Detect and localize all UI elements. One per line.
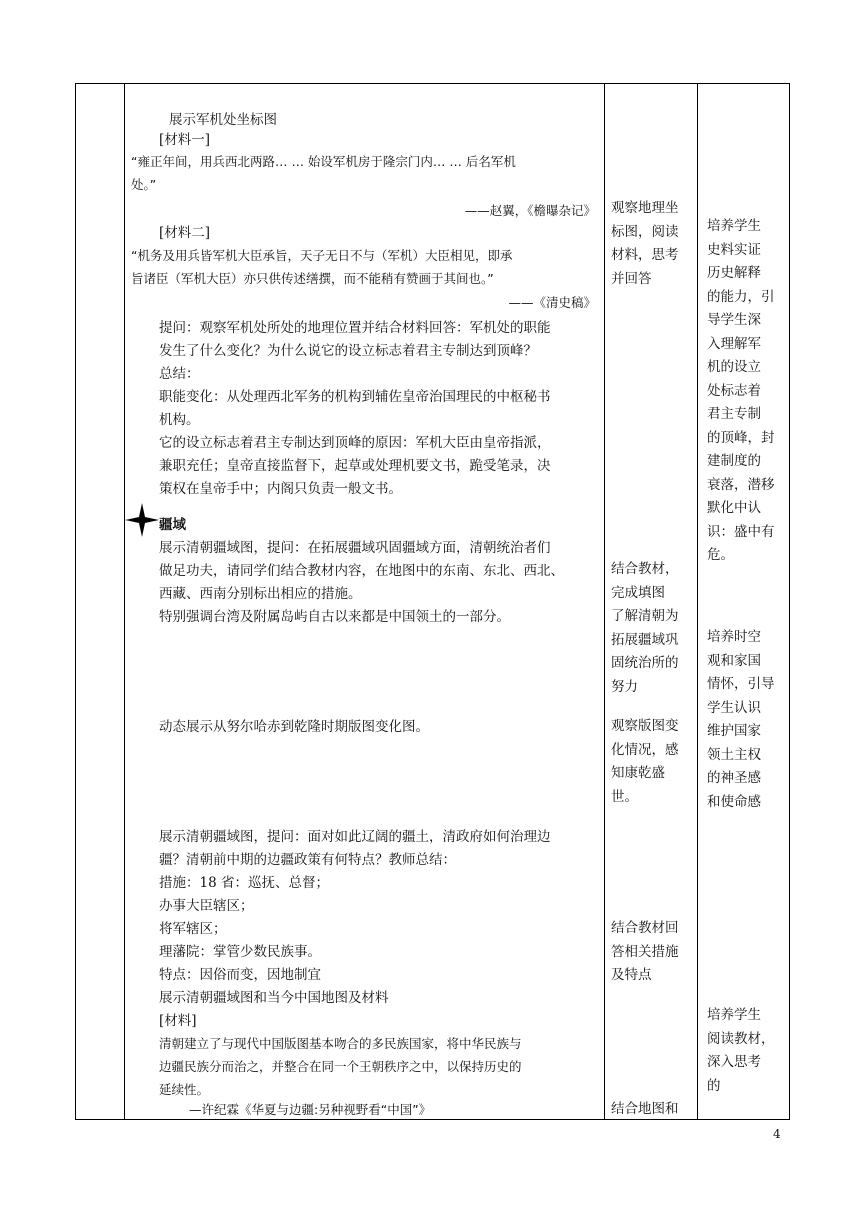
text-line: 结合教材， — [611, 561, 679, 577]
paragraph: 西藏、西南分别标出相应的措施。 — [159, 586, 362, 602]
page-number: 4 — [773, 1127, 781, 1141]
text-line: 标图，阅读 — [611, 223, 679, 240]
text-line: 的神圣感 — [707, 770, 761, 786]
paragraph: 将军辖区； — [159, 921, 227, 937]
student-activity-block — [611, 715, 679, 809]
text-line: 导学生深 — [707, 312, 761, 328]
text-line: 默化中认 — [707, 500, 761, 516]
purpose-block — [707, 215, 783, 568]
text-line: 材料，思考 — [611, 247, 679, 263]
text-line: 及特点 — [611, 967, 652, 983]
paragraph: 总结： — [159, 366, 200, 382]
text-line: 情怀，引导 — [707, 676, 775, 692]
paragraph: 机构。 — [159, 412, 200, 428]
paragraph: 做足功夫，请同学们结合教材内容，在地图中的东南、东北、西北、 — [159, 563, 564, 579]
text-line: 观察地理坐 — [611, 200, 679, 216]
quote-source: —许纪霖《华夏与边疆:另种视野看“中国”》 — [189, 1102, 432, 1117]
paragraph: 展示清朝疆域图，提问：在拓展疆域巩固疆域方面，清朝统治者们 — [159, 540, 551, 556]
student-activity-column — [605, 84, 697, 1119]
quote-line: 边疆民族分而治之，并整合在同一个王朝秩序之中，以保持历史的 — [159, 1059, 522, 1074]
text-line: 培养时空 — [707, 629, 761, 645]
paragraph: 策权在皇帝手中；内阁只负责一般文书。 — [159, 481, 402, 497]
quote-line: 处。” — [131, 177, 157, 192]
four-point-star-icon — [125, 503, 159, 537]
text-line: 培养学生 — [707, 1007, 761, 1023]
text-line: 培养学生 — [707, 218, 761, 234]
text-line: 识：盛中有 — [707, 523, 775, 540]
text-line: 机的设立 — [707, 359, 761, 375]
paragraph: 展示清朝疆域图和当今中国地图及材料 — [159, 990, 389, 1006]
paragraph: 发生了什么变化？为什么说它的设立标志着君主专制达到顶峰？ — [159, 343, 537, 359]
quote-line: 延续性。 — [159, 1082, 210, 1097]
text-line: 建制度的 — [707, 453, 761, 469]
material-label: [材料一] — [159, 132, 211, 148]
text-line: 知康乾盛 — [611, 765, 665, 781]
design-purpose-column — [698, 84, 790, 1119]
text-line: 努力 — [611, 678, 638, 695]
text-line: 完成填图 — [611, 584, 665, 601]
text-line: 并回答 — [611, 270, 652, 287]
paragraph: 职能变化：从处理西北军务的机构到辅佐皇帝治国理民的中枢秘书 — [159, 389, 551, 405]
text-line: 衰落，潜移 — [707, 476, 775, 493]
paragraph: 疆？清朝前中期的边疆政策有何特点？教师总结： — [159, 852, 456, 868]
paragraph: 特别强调台湾及附属岛屿自古以来都是中国领土的一部分。 — [159, 609, 510, 625]
text-line: 君主专制 — [707, 406, 761, 422]
text-line: 入理解军 — [707, 335, 761, 352]
text-line: 领土主权 — [707, 746, 761, 763]
quote-line: “雍正年间，用兵西北两路… … 始设军机房于隆宗门内… … 后名军机 — [131, 154, 516, 169]
text-line: 结合教材回 — [611, 920, 679, 936]
paragraph: 提问：观察军机处所处的地理位置并结合材料回答：军机处的职能 — [159, 320, 551, 336]
text-line: 固统治所的 — [611, 655, 679, 671]
text-line: 的能力，引 — [707, 288, 775, 305]
paragraph: 兼职充任；皇帝直接监督下，起草或处理机要文书，跪受笔录，决 — [159, 458, 551, 474]
text-line: 答相关措施 — [611, 943, 679, 960]
text-line: 学生认识 — [707, 699, 761, 716]
student-activity-block — [611, 197, 679, 291]
student-activity-block — [611, 558, 679, 699]
quote-line: 清朝建立了与现代中国版图基本吻合的多民族国家，将中华民族与 — [159, 1036, 522, 1051]
text-line: 史料实证 — [707, 241, 761, 258]
text-line: 和使命感 — [707, 793, 761, 810]
text-line: 世。 — [611, 788, 638, 805]
text-line: 阅读教材， — [707, 1030, 775, 1047]
section-heading: 疆域 — [159, 517, 186, 533]
text-line: 的顶峰，封 — [707, 429, 775, 446]
quote-line: 旨诸臣（军机大臣）亦只供传述缮撰，而不能稍有赞画于其间也。” — [131, 271, 494, 286]
quote-source: ——赵翼，《檐曝杂记》 — [464, 203, 596, 218]
material-label: [材料二] — [159, 225, 211, 241]
text-line: 深入思考 — [707, 1054, 761, 1070]
paragraph: 理藩院：掌管少数民族事。 — [159, 944, 321, 960]
purpose-block — [707, 1004, 783, 1098]
text-line: 了解清朝为 — [611, 608, 679, 624]
text-line: 维护国家 — [707, 723, 761, 739]
quote-line: “机务及用兵皆军机大臣承旨，天子无日不与（军机）大臣相见，即承 — [131, 248, 513, 263]
text-line: 化情况，感 — [611, 741, 679, 758]
text-line: 危。 — [707, 547, 734, 563]
purpose-block — [707, 626, 783, 814]
paragraph: 它的设立标志着君主专制达到顶峰的原因：军机大臣由皇帝指派， — [159, 435, 551, 451]
paragraph: 展示军机处坐标图 — [169, 112, 277, 128]
lesson-table — [75, 83, 790, 1120]
paragraph: 展示清朝疆域图，提问：面对如此辽阔的疆土，清政府如何治理边 — [159, 829, 551, 845]
student-activity-block — [611, 1098, 679, 1122]
paragraph: 动态展示从努尔哈赤到乾隆时期版图变化图。 — [159, 719, 429, 735]
paragraph: 办事大臣辖区； — [159, 898, 254, 914]
paragraph: 措施：18 省：巡抚、总督； — [159, 875, 329, 891]
text-line: 观察版图变 — [611, 718, 679, 734]
paragraph: 特点：因俗而变，因地制宜 — [159, 967, 321, 983]
text-line: 历史解释 — [707, 265, 761, 281]
material-label: [材料] — [159, 1013, 197, 1029]
text-line: 拓展疆域巩 — [611, 631, 679, 648]
text-line: 结合地图和 — [611, 1101, 679, 1117]
student-activity-block — [611, 917, 679, 988]
quote-source: ——《清史稿》 — [508, 295, 596, 310]
text-line: 观和家国 — [707, 652, 761, 669]
teacher-activity-column — [125, 84, 604, 1119]
text-line: 的 — [707, 1077, 721, 1094]
text-line: 处标志着 — [707, 382, 761, 399]
